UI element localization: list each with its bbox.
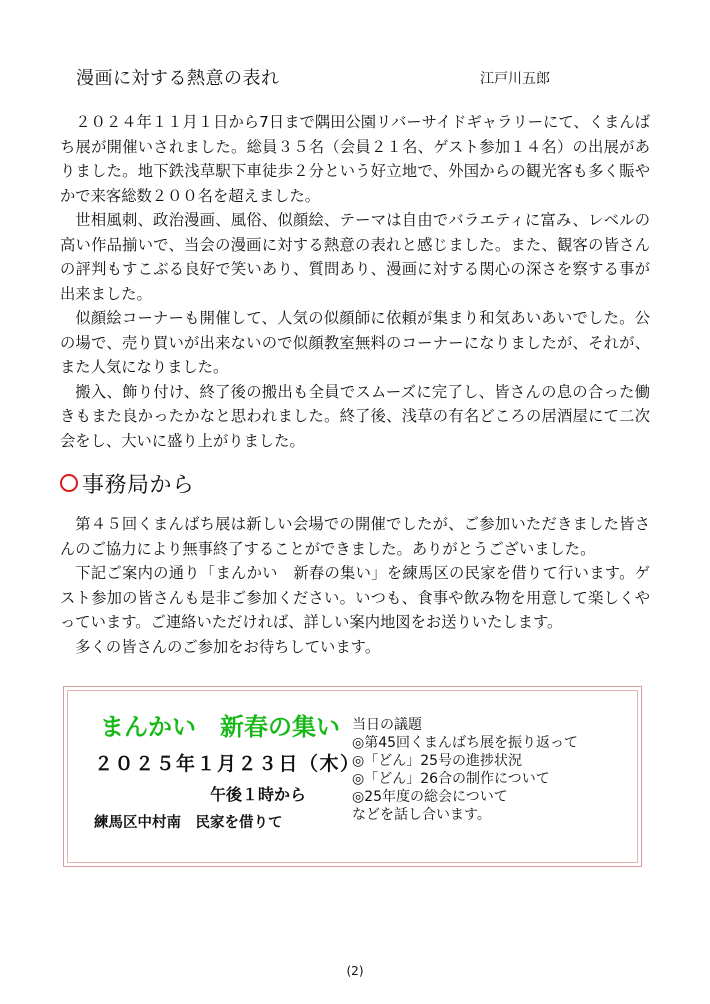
article-title: 漫画に対する熱意の表れ	[76, 68, 280, 89]
office-section-title: 事務局から	[82, 472, 195, 498]
event-announcement-box	[63, 686, 642, 867]
event-agenda	[352, 716, 578, 824]
event-place: 練馬区中村南 民家を借りて	[94, 815, 283, 831]
article-paragraph: 搬入、飾り付け、終了後の搬出も全員でスムーズに完了し、皆さんの息の合った働きもまた良かったかなと思われました。終了後、浅草の有名どころの居酒屋にて二次会をし、大いに盛り上がりました。	[60, 382, 650, 450]
event-date: ２０２５年１月２３日（木）	[94, 753, 361, 775]
office-paragraph: 下記ご案内の通り「まんかい 新春の集い」を練馬区の民家を借りて行います。ゲスト参加の皆さんも是非ご参加ください。いつも、食事や飲み物を用意して楽しくやっています。ご連絡いただければ、詳しい案内地図をお送りいたします。	[60, 564, 650, 631]
article-paragraph: ２０２４年１１月１日から7日まで隅田公園リバーサイドギャラリーにて、くまんばち展が開催いされました。総員３５名（会員２１名、ゲスト参加１４名）の出展がありました。地下鉄浅草駅下車徒歩２分という好立地で、外国からの観光客も多く賑やかで来客総数２００名を超えました。	[60, 113, 650, 205]
page-number: (2)	[346, 964, 364, 978]
event-time: 午後１時から	[210, 785, 307, 804]
office-paragraph: 多くの皆さんのご参加をお待ちしています。	[75, 637, 381, 656]
article-paragraph: 似顔絵コーナーも開催して、人気の似顔師に依頼が集まり和気あいあいでした。公の場で、売り買いが出来ないので似顔教室無料のコーナーになりましたが、それが、また人気になりました。	[60, 309, 650, 376]
article-author: 江戸川五郎	[480, 71, 550, 87]
agenda-item: ◎「どん」26合の制作について	[352, 771, 550, 787]
red-circle-icon	[60, 474, 78, 492]
event-title: まんかい 新春の集い	[100, 713, 340, 741]
office-section-body	[60, 512, 650, 659]
agenda-item: ◎第45回くまんばち展を振り返って	[352, 735, 579, 751]
article-header	[76, 64, 636, 90]
article-body	[60, 110, 650, 453]
office-paragraph: 第４５回くまんばち展は新しい会場での開催でしたが、ご参加いただきました皆さんのご協力により無事終了することができました。ありがとうございました。	[60, 515, 650, 558]
agenda-closing: などを話し合います。	[352, 807, 491, 823]
agenda-item: ◎「どん」25号の進捗状況	[352, 753, 523, 769]
office-section-heading	[60, 466, 195, 500]
article-paragraph: 世相風刺、政治漫画、風俗、似顔絵、テーマは自由でバラエティに富み、レベルの高い作品揃いで、当会の漫画に対する熱意の表れと感じました。また、観客の皆さんの評判もすこぶる良好で笑いあり、質問あり、漫画に対する関心の深さを察する事が出来ました。	[60, 211, 650, 303]
agenda-item: ◎25年度の総会について	[352, 789, 508, 805]
agenda-heading: 当日の議題	[352, 717, 422, 733]
